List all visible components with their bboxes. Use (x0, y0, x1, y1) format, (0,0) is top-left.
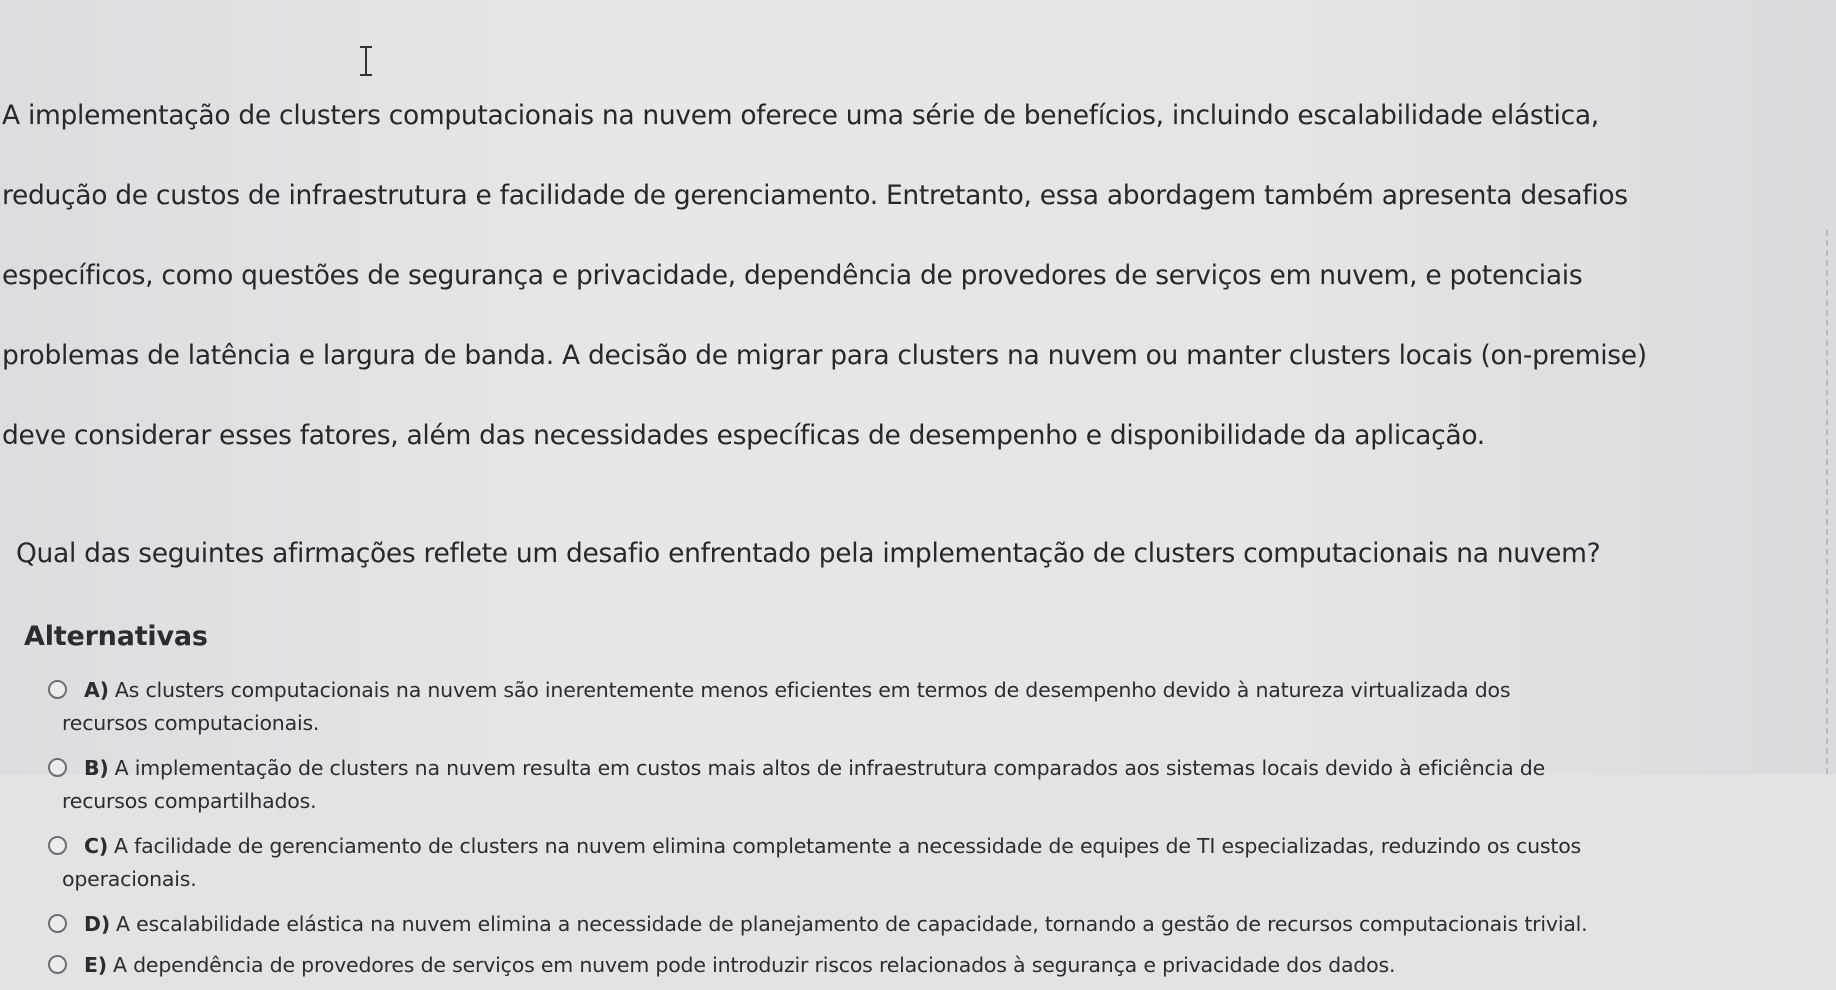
question-statement (2, 56, 1792, 496)
statement-line: específicos, como questões de segurança e privacidade, dependência de provedores de serviços em nuvem, e potenciais (2, 260, 1583, 291)
page-edge-divider (1826, 230, 1828, 774)
option-d-letter: D) (84, 912, 110, 936)
option-a-line2: recursos computacionais. (62, 711, 320, 735)
option-e-line1: A dependência de provedores de serviços em nuvem pode introduzir riscos relacionados à segurança e privacidade dos dados. (112, 953, 1396, 977)
statement-line: redução de custos de infraestrutura e facilidade de gerenciamento. Entretanto, essa abordagem também apresenta desafios (2, 180, 1628, 211)
option-a[interactable] (2, 674, 1792, 740)
alternatives-heading: Alternativas (24, 621, 208, 652)
option-b-text (84, 752, 1792, 785)
statement-line: deve considerar esses fatores, além das necessidades específicas de desempenho e disponibilidade da aplicação. (2, 420, 1485, 451)
option-d[interactable] (2, 908, 1792, 941)
option-c-line2: operacionais. (62, 867, 197, 891)
option-c-letter: C) (84, 834, 109, 858)
option-d-text (84, 908, 1792, 941)
statement-line: A implementação de clusters computacionais na nuvem oferece uma série de benefícios, incluindo escalabilidade elástica, (2, 100, 1599, 131)
option-a-letter: A) (84, 678, 109, 702)
radio-button-d[interactable] (48, 914, 67, 933)
question-prompt: Qual das seguintes afirmações reflete um desafio enfrentado pela implementação de clusters computacionais na nuvem? (16, 538, 1601, 569)
statement-line: problemas de latência e largura de banda. A decisão de migrar para clusters na nuvem ou manter clusters locais (on-premise) (2, 340, 1647, 371)
option-e-letter: E) (84, 953, 107, 977)
option-e-text (84, 949, 1792, 982)
option-e[interactable] (2, 949, 1792, 982)
option-b-letter: B) (84, 756, 109, 780)
radio-button-b[interactable] (48, 758, 67, 777)
option-c-line1: A facilidade de gerenciamento de clusters na nuvem elimina completamente a necessidade de equipes de TI especializadas, reduzindo os custos (114, 834, 1582, 858)
option-b-line2: recursos compartilhados. (62, 789, 317, 813)
radio-button-c[interactable] (48, 836, 67, 855)
option-a-text (84, 674, 1792, 707)
option-c[interactable] (2, 830, 1792, 896)
radio-button-e[interactable] (48, 955, 67, 974)
option-a-line1: As clusters computacionais na nuvem são inerentemente menos eficientes em termos de desempenho devido à natureza virtualizada dos (114, 678, 1511, 702)
option-b[interactable] (2, 752, 1792, 818)
option-c-text (84, 830, 1792, 863)
question-content (2, 56, 1792, 990)
radio-button-a[interactable] (48, 680, 67, 699)
option-d-line1: A escalabilidade elástica na nuvem elimina a necessidade de planejamento de capacidade, tornando a gestão de recursos computacionais trivial. (116, 912, 1588, 936)
alternatives-list (2, 674, 1792, 982)
option-b-line1: A implementação de clusters na nuvem resulta em custos mais altos de infraestrutura comparados aos sistemas locais devido à eficiência de (114, 756, 1545, 780)
